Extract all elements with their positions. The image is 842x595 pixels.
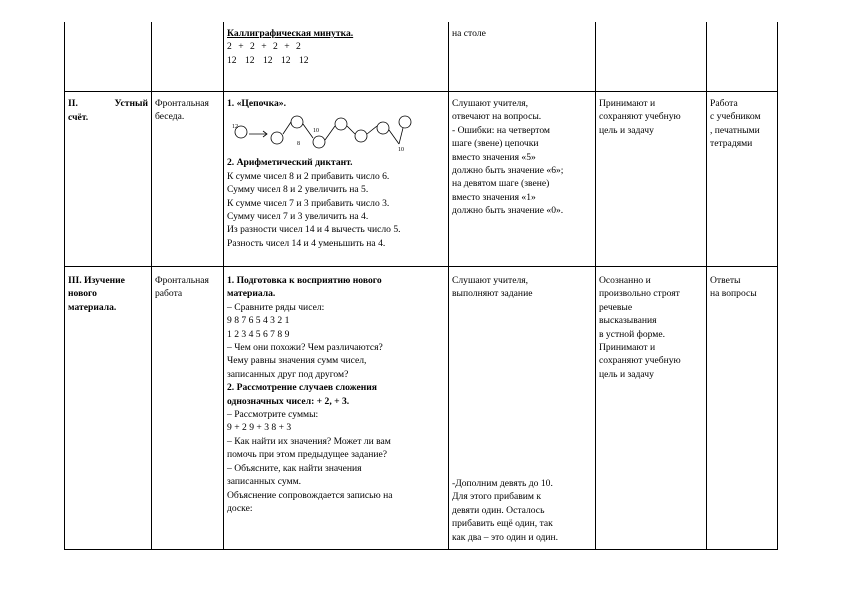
uud-line: в устной форме.	[599, 328, 666, 340]
content-line: записанных сумм.	[227, 476, 302, 488]
student-activity-line: вместо значения «1»	[452, 191, 536, 203]
row2-form-line-1: Фронтальная	[155, 98, 209, 109]
stage-title-line: III. Изучение	[68, 275, 125, 286]
form-line: работа	[155, 288, 183, 300]
chain-node	[271, 132, 283, 144]
row1-content-cell	[227, 27, 445, 67]
student-activity-line: должно быть значение «6»;	[452, 165, 564, 177]
row1-student-cell	[452, 27, 592, 40]
calligraphy-line-1: 2 + 2 + 2 + 2	[227, 41, 301, 53]
table-border-bottom	[64, 549, 778, 550]
table-column-divider	[223, 22, 224, 549]
student-activity-line: девяти один. Осталось	[452, 504, 545, 516]
uud-line: Осознанно и	[599, 275, 651, 286]
chain-node	[291, 116, 303, 128]
result-line: тетрадями	[710, 138, 753, 150]
row2-content-cell	[227, 97, 445, 250]
student-activity-line: -Дополним девять до 10.	[452, 478, 553, 489]
chain-exercise-title: 1. «Цепочка».	[227, 98, 286, 109]
section-1-lines	[227, 301, 445, 381]
content-line: помочь при этом предыдущее задание?	[227, 449, 388, 461]
row3-form-cell	[155, 274, 221, 301]
chain-node	[355, 130, 367, 142]
student-activity-line: Для этого прибавим к	[452, 491, 542, 503]
chain-node	[377, 122, 389, 134]
content-line: Чему равны значения сумм чисел,	[227, 355, 367, 367]
arithmetic-dictation-list	[227, 170, 445, 250]
chain-link	[283, 122, 291, 134]
section-2-heading-b: однозначных чисел: + 2, + 3.	[227, 395, 350, 407]
table-border-left	[64, 22, 65, 549]
number-chain-diagram	[227, 112, 427, 152]
dictation-item: Сумму чисел 7 и 3 увеличить на 4.	[227, 211, 369, 223]
uud-line: сохраняют учебную	[599, 355, 681, 367]
stage-title-part-2: Устный	[114, 98, 148, 109]
student-activity-line: Слушают учителя,	[452, 275, 529, 286]
chain-label: 10	[313, 128, 319, 135]
uud-line: Принимают и	[599, 342, 656, 354]
uud-line: речевые	[599, 301, 633, 313]
content-line: – Как найти их значения? Может ли вам	[227, 435, 391, 447]
student-activity-line: Слушают учителя,	[452, 98, 529, 109]
uud-line: произвольно строят	[599, 288, 680, 300]
content-line: – Рассмотрите суммы:	[227, 409, 319, 421]
stage-title-part-3: счёт.	[68, 112, 89, 123]
student-activity-line: на девятом шаге (звене)	[452, 178, 550, 190]
student-activity-line: отвечают на вопросы.	[452, 111, 542, 123]
chain-link	[303, 124, 313, 138]
row3-result-cell	[710, 274, 774, 301]
chain-label: 10	[398, 147, 404, 153]
stage-title-line: нового	[68, 288, 97, 300]
chain-link	[389, 130, 399, 144]
content-line: доске:	[227, 502, 253, 514]
content-line: – Объясните, как найти значения	[227, 462, 362, 474]
row3-uud-cell	[599, 274, 703, 381]
result-line: Ответы	[710, 275, 741, 286]
section-2-lines	[227, 408, 445, 515]
row2-uud-cell	[599, 97, 703, 137]
content-line: 9 + 2 9 + 3 8 + 3	[227, 422, 292, 434]
row2-form-cell	[155, 97, 221, 124]
table-border-right	[777, 22, 778, 549]
row2-stage-cell	[68, 97, 148, 125]
calligraphy-line-2: 12 12 12 12 12	[227, 54, 309, 66]
chain-link	[367, 126, 377, 134]
content-line: записанных друг под другом?	[227, 368, 349, 380]
form-line: Фронтальная	[155, 275, 209, 286]
chain-label: 8	[297, 141, 300, 148]
chain-link	[347, 126, 355, 134]
stage-title-oral-count	[68, 97, 148, 125]
section-1-heading-a: 1. Подготовка к восприятию нового	[227, 275, 382, 286]
result-line: Работа	[710, 98, 738, 109]
table-column-divider	[595, 22, 596, 549]
uud-line: сохраняют учебную	[599, 111, 681, 123]
uud-line: Принимают и	[599, 98, 656, 109]
content-line: – Сравните ряды чисел:	[227, 301, 325, 313]
chain-link	[325, 126, 335, 140]
dictation-item: К сумме чисел 7 и 3 прибавить число 3.	[227, 197, 390, 209]
content-line: 9 8 7 6 5 4 3 2 1	[227, 315, 290, 327]
student-activity-line: прибавить ещё один, так	[452, 518, 553, 530]
table-column-divider	[151, 22, 152, 549]
row3-content-cell	[227, 274, 445, 515]
row3-stage-cell	[68, 274, 148, 314]
result-line: на вопросы	[710, 288, 757, 300]
chain-node	[335, 118, 347, 130]
dictation-item: Из разности чисел 14 и 4 вычесть число 5.	[227, 224, 401, 236]
dictation-item: Разность чисел 14 и 4 уменьшить на 4.	[227, 237, 386, 249]
chain-node	[313, 136, 325, 148]
row1-student-text: на столе	[452, 28, 486, 39]
calligraphy-title: Каллиграфическая минутка.	[227, 28, 354, 39]
section-1-heading-b: материала.	[227, 288, 276, 300]
arithmetic-dictation-title: 2. Арифметический диктант.	[227, 157, 353, 169]
dictation-item: К сумме чисел 8 и 2 прибавить число 6.	[227, 170, 390, 182]
row3-student-bottom	[452, 477, 592, 544]
student-activity-line: вместо значения «5»	[452, 151, 536, 163]
row2-student-cell	[452, 97, 592, 218]
uud-line: цель и задачу	[599, 124, 654, 136]
chain-start-label: 12	[232, 124, 238, 131]
student-activity-line: выполняют задание	[452, 288, 533, 300]
uud-line: цель и задачу	[599, 368, 654, 380]
student-activity-line: должно быть значение «0».	[452, 205, 564, 217]
student-activity-line: шаге (звене) цепочки	[452, 138, 539, 150]
content-line: 1 2 3 4 5 6 7 8 9	[227, 328, 290, 340]
table-row-divider	[64, 266, 778, 267]
uud-line: высказывания	[599, 315, 657, 327]
row3-student-top	[452, 274, 592, 301]
content-line: – Чем они похожи? Чем различаются?	[227, 342, 383, 354]
table-row-divider	[64, 91, 778, 92]
result-line: с учебником	[710, 111, 761, 123]
result-line: , печатными	[710, 124, 760, 136]
student-activity-line: как два – это один и один.	[452, 531, 559, 543]
content-line: Объяснение сопровождается записью на	[227, 489, 393, 501]
row2-result-cell	[710, 97, 774, 151]
stage-title-line: материала.	[68, 301, 117, 313]
row2-form-line-2: беседа.	[155, 111, 185, 123]
table-column-divider	[706, 22, 707, 549]
dictation-item: Сумму чисел 8 и 2 увеличить на 5.	[227, 184, 369, 196]
chain-node	[399, 116, 411, 128]
table-column-divider	[448, 22, 449, 549]
chain-link	[399, 128, 403, 144]
student-activity-line: - Ошибки: на четвертом	[452, 124, 551, 136]
stage-title-part-1: II.	[68, 98, 78, 109]
section-2-heading-a: 2. Рассмотрение случаев сложения	[227, 382, 377, 394]
